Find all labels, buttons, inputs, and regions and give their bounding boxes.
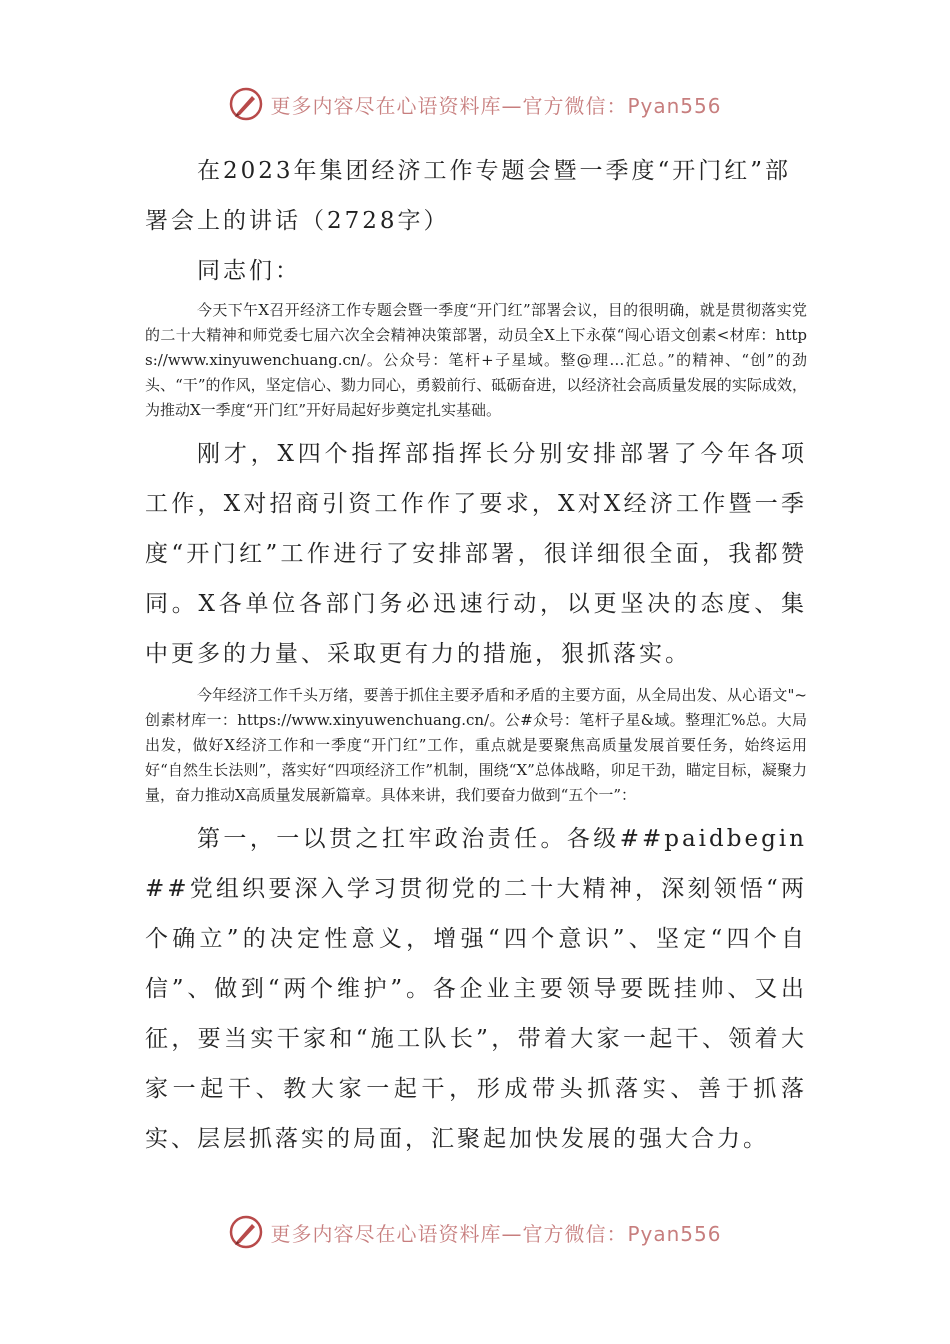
paragraph-first-point: 第一，一以贯之扛牢政治责任。各级##paidbegin##党组织要深入学习贯彻党的二十大精神，深刻领悟“两个确立”的决定性意义，增强“四个意识”、坚定“四个自信”、做到“两个维护”。各企业主要领导要既挂帅、又出征，要当实干家和“施工队长”，带着大家一起干、领着大家一起干、教大家一起干，形成带头抓落实、善于抓落实、层层抓落实的局面，汇聚起加快发展的强大合力。: [145, 826, 807, 1152]
banner-text: 更多内容尽在心语资料库—官方微信：Pyan556: [270, 1221, 722, 1246]
salutation: 同志们：: [197, 258, 301, 284]
speech-title: 在2023年集团经济工作专题会暨一季度“开门红”部署会上的讲话（2728字）: [145, 158, 792, 234]
paragraph-overview: 今年经济工作千头万绪，要善于抓住主要矛盾和矛盾的主要方面，从全局出发、从心语文"~创素材库一：https://www.xinyuwenchuang.cn/。公#众号：笔杆子星&域。整理汇%总。大局出发，做好X经济工作和一季度“开门红”工作，重点就是要聚焦高质量发展首要任务，始终运用好“自然生长法则”，落实好“四项经济工作”机制，围绕“X”总体战略，卯足干劲，瞄定目标，凝聚力量，奋力推动X高质量发展新篇章。具体来讲，我们要奋力做到“五个一”：: [145, 686, 807, 804]
paragraph-opening: 今天下午X召开经济工作专题会暨一季度“开门红”部署会议，目的很明确，就是贯彻落实党的二十大精神和师党委七届六次全会精神决策部署，动员全X上下永葆“闯心语文创素<材库：https://www.xinyuwenchuang.cn/。公众号：笔杆+子星域。整@理…汇总。”的精神、“创”的劲头、“干”的作风，坚定信心、勠力同心，勇毅前行、砥砺奋进，以经济社会高质量发展的实际成效，为推动X一季度“开门红”开好局起好步奠定扎实基础。: [145, 301, 807, 419]
pen-logo-icon: [228, 1214, 264, 1250]
header-watermark-banner: [0, 82, 950, 126]
document-body: [145, 146, 807, 1164]
paragraph-review: 刚才，X四个指挥部指挥长分别安排部署了今年各项工作，X对招商引资工作作了要求，X对X经济工作暨一季度“开门红”工作进行了安排部署，很详细很全面，我都赞同。X各单位各部门务必迅速行动，以更坚决的态度、集中更多的力量、采取更有力的措施，狠抓落实。: [145, 441, 807, 667]
footer-watermark-banner: [0, 1210, 950, 1254]
banner-text: 更多内容尽在心语资料库—官方微信：Pyan556: [270, 93, 722, 118]
pen-logo-icon: [228, 86, 264, 122]
